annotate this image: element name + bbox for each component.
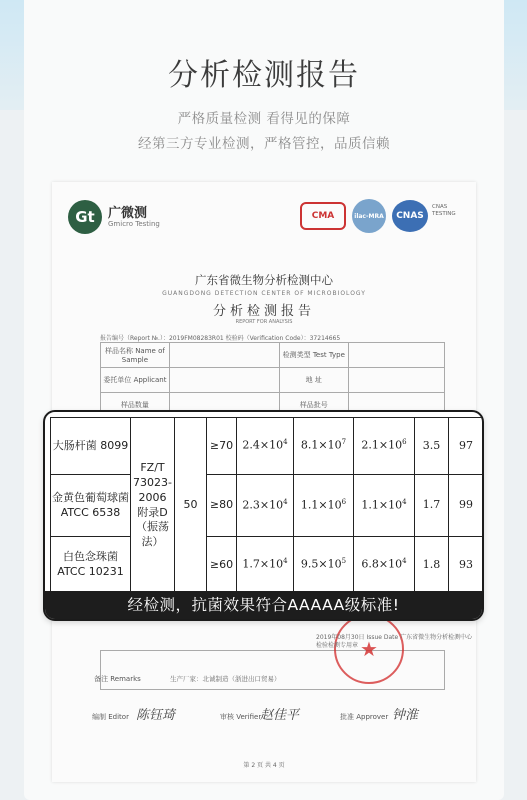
form-cell [348, 343, 444, 368]
result-banner: 经检测，抗菌效果符合AAAAA级标准! [45, 591, 482, 619]
bacteria-name: 大肠杆菌 8099 [51, 418, 131, 475]
approver-signature: 钟淮 [392, 708, 419, 723]
form-cell: 样品数量 [101, 393, 170, 418]
verifier-label: 审核 Verifier [220, 713, 262, 721]
inhibition-rate: 99 [449, 475, 484, 537]
test-method: FZ/T 73023-2006 附录D（振荡法） [131, 418, 175, 594]
table-row [51, 537, 484, 594]
form-cell: 样品批号 [279, 393, 348, 418]
method-value: 50 [175, 418, 207, 594]
cnas-text: CNAS TESTING [432, 204, 456, 217]
report-number: 报告编号（Report №.）：2019FM08283R01 校验码（Verification Code）：37214665 [100, 335, 341, 342]
report-title: 分析检测报告 [212, 304, 315, 319]
value-cell: $2.4\times 10^4$ [237, 418, 294, 475]
value-cell: $2.3\times 10^4$ [237, 475, 294, 537]
editor-label: 编制 Editor [92, 713, 129, 721]
value-cell: $1.1\times 10^6$ [294, 475, 354, 537]
log-value: 1.8 [415, 537, 449, 594]
remarks-label: 备注 Remarks [94, 675, 141, 683]
bacteria-name: 金黄色葡萄球菌 ATCC 6538 [51, 475, 131, 537]
value-cell: $8.1\times 10^7$ [294, 418, 354, 475]
remarks-text: 生产厂家：北诚制造（浙进出口贸易） [170, 675, 281, 683]
subtitle-quality: 严格质量检测 看得见的保障 [177, 111, 351, 127]
table-row [101, 368, 445, 393]
subtitle-third-party: 经第三方专业检测，严格管控，品质信赖 [138, 136, 390, 152]
inhibition-rate: 93 [449, 537, 484, 594]
form-cell: 委托单位 Applicant [101, 368, 170, 393]
value-cell: $2.1\times 10^6$ [354, 418, 415, 475]
form-cell [348, 368, 444, 393]
form-cell [169, 343, 279, 368]
institution-title: 广东省微生物分析检测中心 [195, 273, 333, 287]
result-table [50, 417, 484, 594]
value-cell: $1.1\times 10^4$ [354, 475, 415, 537]
page-title: 分析检测报告 [168, 58, 360, 93]
log-value: 3.5 [415, 418, 449, 475]
lab-name: 广微测 [108, 206, 148, 221]
log-value: 1.7 [415, 475, 449, 537]
antibacterial-result-card [43, 410, 484, 621]
table-row [51, 475, 484, 537]
bacteria-name: 白色念珠菌 ATCC 10231 [51, 537, 131, 594]
cma-badge: CMA [300, 202, 346, 230]
rate-requirement: ≥80 [207, 475, 237, 537]
lab-name-en: Gmicro Testing [108, 220, 160, 228]
value-cell: $9.5\times 10^5$ [294, 537, 354, 594]
verifier-signature: 赵佳平 [260, 708, 300, 723]
institution-title-en: GUANGDONG DETECTION CENTER OF MICROBIOLOGY [162, 290, 366, 297]
form-cell: 样品名称 Name of Sample [101, 343, 170, 368]
value-cell: $6.8\times 10^4$ [354, 537, 415, 594]
table-row [101, 343, 445, 368]
rate-requirement: ≥60 [207, 537, 237, 594]
rate-requirement: ≥70 [207, 418, 237, 475]
cnas-badge: CNAS [392, 200, 428, 232]
form-cell: 地 址 [279, 368, 348, 393]
table-row [51, 418, 484, 475]
form-cell: 检测类型 Test Type [279, 343, 348, 368]
report-title-en: REPORT FOR ANALYSIS [235, 319, 293, 325]
official-stamp: ★ [334, 614, 404, 684]
form-cell [169, 368, 279, 393]
stamp-text: 2019年08月30日 Issue Date 广东省微生物分析检测中心 检验检测专用章 [316, 634, 473, 650]
ilac-mra-badge: ilac-MRA [352, 199, 386, 233]
page-number: 第 2 页 共 4 页 [243, 762, 285, 769]
lab-logo: Gt [68, 200, 102, 234]
editor-signature: 陈钰琦 [136, 708, 176, 723]
report-form-table [100, 342, 445, 418]
inhibition-rate: 97 [449, 418, 484, 475]
approver-label: 批准 Approver [340, 713, 389, 721]
value-cell: $1.7\times 10^4$ [237, 537, 294, 594]
